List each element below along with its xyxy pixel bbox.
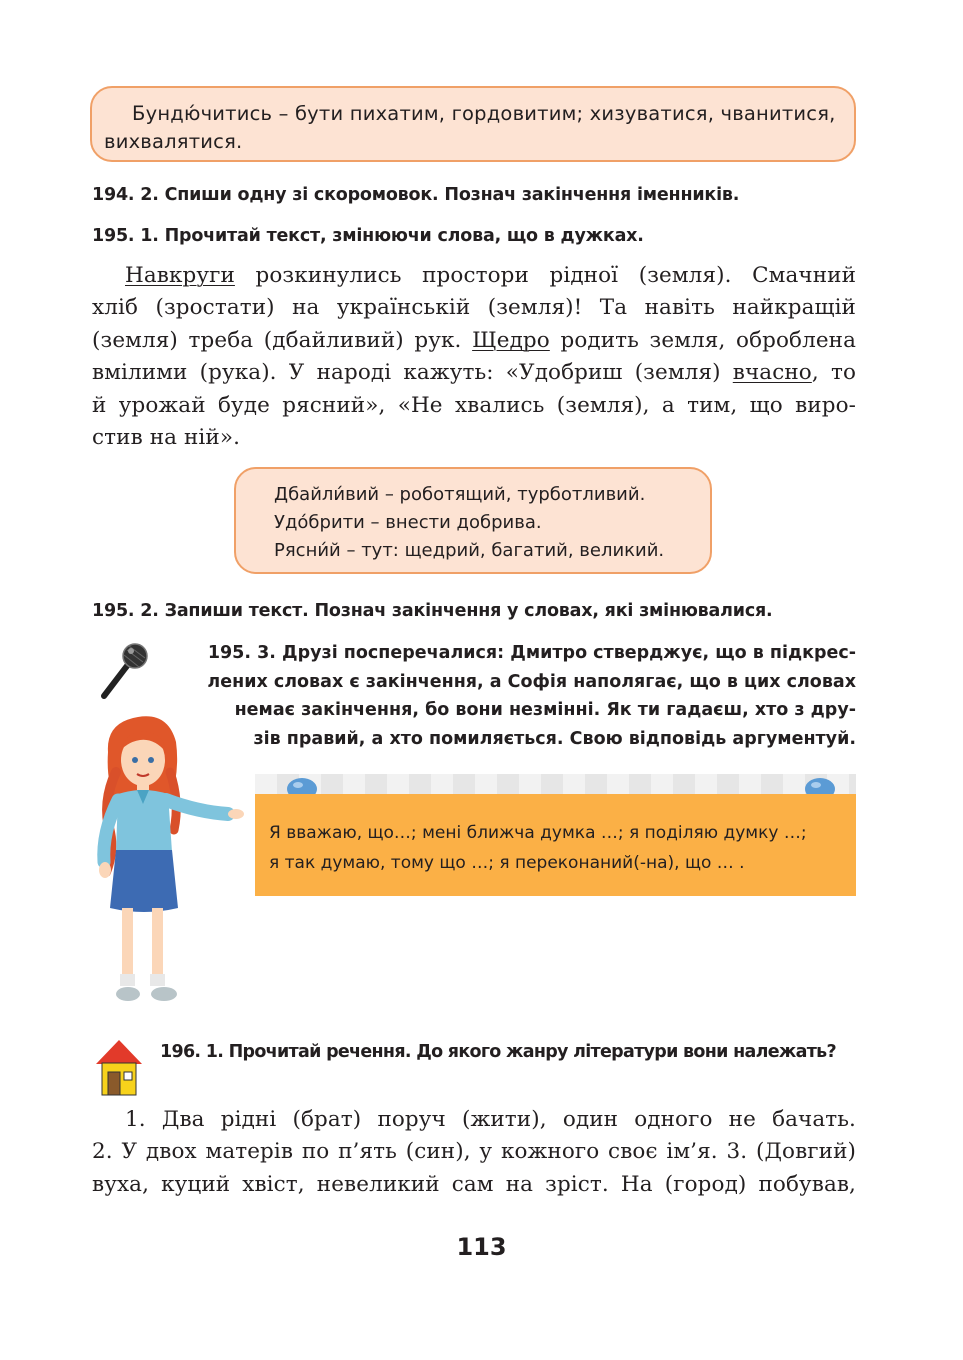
task-196-1: 196. 1. Прочитай речення. До якого жанру літератури вони належать?	[160, 1042, 836, 1062]
task-line: зів правий, а хто помиляється. Свою відповідь аргументуй.	[253, 728, 856, 749]
task-line: лених словах є закінчення, а Софія наполягає, що в цих словах	[207, 671, 856, 692]
text-line: й урожай буде рясний», «Не хвались (земля), а тим, що виро-	[92, 392, 856, 418]
task-194-2: 194. 2. Спиши одну зі скоромовок. Познач закінчення іменників.	[92, 185, 740, 205]
text-line: (земля) треба (дбайливий) рук. Щедро родить земля, оброблена	[92, 327, 856, 353]
definition-line: Дбайли́вий – роботящий, турботливий.	[274, 484, 646, 505]
definition-line: Удо́брити – внести добрива.	[274, 512, 542, 533]
exercise-text-196	[92, 1104, 856, 1201]
page-number: 113	[456, 1233, 507, 1261]
text-line: вмілими (рука). У народі кажуть: «Удобриш (земля) вчасно, то	[92, 360, 856, 386]
definition-line: Бундю́читись – бути пихатим, гордовитим; хизуватися, чванитися,	[132, 102, 836, 125]
text-line: вуха, куций хвіст, невеликий сам на зріст. На (город) побував,	[92, 1171, 856, 1197]
task-195-2: 195. 2. Запиши текст. Познач закінчення у словах, які змінювалися.	[92, 601, 773, 621]
microphone-icon	[94, 640, 152, 702]
definition-line: вихвалятися.	[104, 130, 243, 153]
phrases-line: я так думаю, тому що …; я переконаний(-на), що … .	[269, 853, 745, 873]
definition-box-middle	[234, 467, 712, 574]
text-line: 2. У двох матерів по п’ять (син), у кожного своє ім’я. 3. (Довгий)	[92, 1139, 856, 1165]
phrases-line: Я вважаю, що…; мені ближча думка …; я поділяю думку …;	[269, 823, 807, 843]
task-line: немає закінчення, бо вони незмінні. Як ти гадаєш, хто з дру-	[234, 700, 856, 720]
phrases-note	[255, 794, 856, 896]
underlined-word: Навкруги	[125, 263, 235, 288]
definition-box-top	[90, 86, 856, 162]
text-line: стив на ній».	[92, 425, 241, 451]
text-line: Навкруги розкинулись простори рідної (земля). Смачний	[125, 263, 856, 288]
task-195-1: 195. 1. Прочитай текст, змінюючи слова, що в дужках.	[92, 226, 644, 246]
text-line: хліб (зростати) на українській (земля)! Та навіть найкращій	[92, 295, 856, 321]
underlined-word: Щедро	[472, 327, 550, 353]
task-line: 195. 3. Друзі посперечалися: Дмитро стверджує, що в підкрес-	[207, 643, 856, 663]
underlined-word: вчасно	[732, 360, 812, 386]
house-icon	[94, 1036, 144, 1098]
exercise-text-195	[92, 260, 856, 454]
girl-illustration	[88, 712, 248, 1012]
definition-line: Рясни́й – тут: щедрий, багатий, великий.	[274, 540, 665, 561]
task-195-3	[152, 639, 856, 753]
decorative-strip	[255, 774, 856, 796]
text-line: 1. Два рідні (брат) поруч (жити), один одного не бачать.	[125, 1107, 856, 1132]
